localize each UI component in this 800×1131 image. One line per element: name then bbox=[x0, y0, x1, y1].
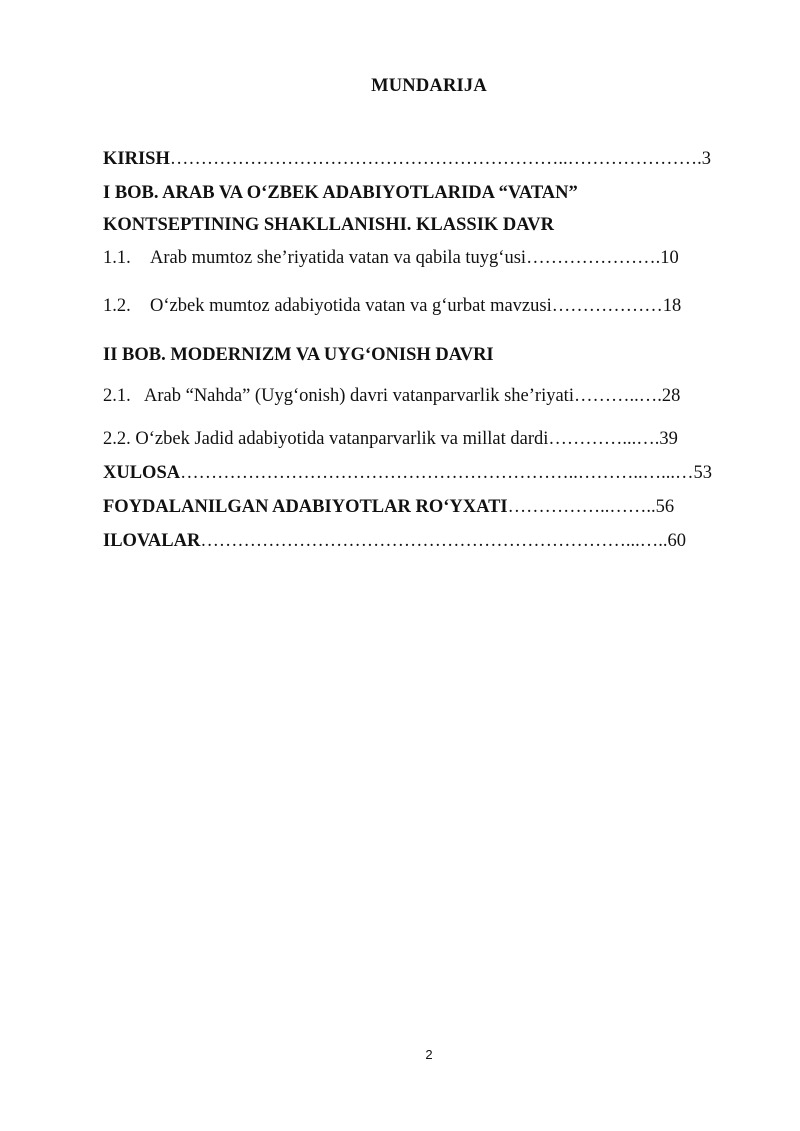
toc-section-number: 2.1. bbox=[103, 386, 131, 406]
toc-leader: ………………………………………………………..…………………. bbox=[169, 149, 702, 169]
toc-entry-references bbox=[103, 495, 745, 519]
toc-page-number: 53 bbox=[693, 463, 712, 483]
toc-entry-2-2 bbox=[103, 427, 745, 451]
toc-leader: ………………………………………………………..………..…...… bbox=[180, 463, 694, 483]
toc-entry-text: XULOSA bbox=[103, 463, 181, 483]
toc-entry-text: O‘zbek mumtoz adabiyotida vatan va g‘urbat mavzusi bbox=[150, 296, 552, 316]
toc-entry-text: II BOB. MODERNIZM VA UYG‘ONISH DAVRI bbox=[103, 345, 494, 365]
toc-chapter-1-heading bbox=[103, 181, 745, 205]
toc-entry-1-2 bbox=[103, 294, 745, 318]
toc-entry-2-1 bbox=[103, 384, 745, 408]
toc-entry-text: I BOB. ARAB VA O‘ZBEK ADABIYOTLARIDA “VATAN” bbox=[103, 183, 578, 203]
toc-leader: ……………… bbox=[551, 296, 663, 316]
toc-page-number: 28 bbox=[661, 386, 681, 406]
toc-page-number: 10 bbox=[660, 248, 679, 268]
toc-entry-text: ILOVALAR bbox=[103, 531, 201, 551]
toc-page-number: 60 bbox=[667, 531, 686, 551]
page-number: 2 bbox=[425, 1047, 433, 1062]
toc-leader: ……………………………………………………………...….. bbox=[200, 531, 668, 551]
toc-entry-text: Arab mumtoz she’riyatida vatan va qabila tuyg‘usi bbox=[150, 248, 527, 268]
toc-leader: ……………..…….. bbox=[507, 497, 656, 517]
toc-leader: …………………. bbox=[526, 248, 661, 268]
toc-section-number: 1.1. bbox=[103, 248, 131, 268]
toc-page-number: 3 bbox=[701, 149, 711, 169]
toc-page-number: 18 bbox=[662, 296, 682, 316]
page-title: MUNDARIJA bbox=[371, 76, 487, 96]
toc-section-number: 1.2. bbox=[103, 296, 131, 316]
toc-entry-appendices bbox=[103, 529, 745, 553]
toc-entry-text: FOYDALANILGAN ADABIYOTLAR RO‘YXATI bbox=[103, 497, 508, 517]
toc-entry-text: KONTSEPTINING SHAKLLANISHI. KLASSIK DAVR bbox=[103, 215, 554, 235]
toc-section-number: 2.2. bbox=[103, 429, 131, 449]
toc-leader: ………..…. bbox=[573, 386, 662, 406]
toc-entry-xulosa bbox=[103, 461, 745, 485]
toc-entry-kirish bbox=[103, 147, 745, 171]
toc-leader: …………...…. bbox=[548, 429, 660, 449]
toc-chapter-2-heading bbox=[103, 343, 745, 367]
toc-page-number: 56 bbox=[655, 497, 675, 517]
toc-entry-text: O‘zbek Jadid adabiyotida vatanparvarlik va millat dardi bbox=[135, 429, 549, 449]
toc-entry-text: Arab “Nahda” (Uyg‘onish) davri vatanparvarlik she’riyati bbox=[144, 386, 574, 406]
toc-entry-text: KIRISH bbox=[103, 149, 170, 169]
toc-page-number: 39 bbox=[659, 429, 678, 449]
toc-chapter-1-heading-cont bbox=[103, 213, 745, 237]
toc-entry-1-1 bbox=[103, 246, 745, 270]
